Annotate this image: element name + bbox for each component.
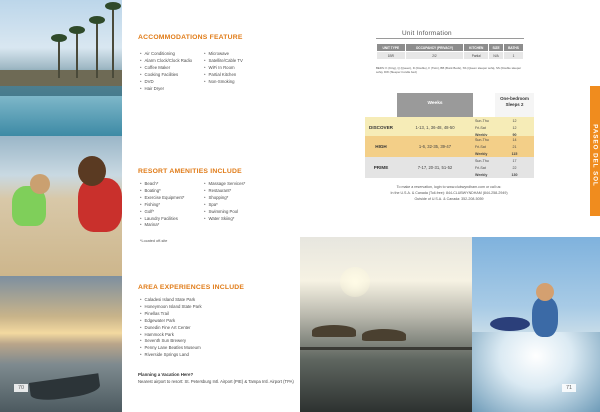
- list-item: • Caladesi Island State Park: [140, 297, 202, 304]
- list-item: • Exercise Equipment*: [140, 195, 184, 202]
- unit-cell-kitchen: Partial: [464, 52, 489, 60]
- beds-legend: BEDS: K (King), Q (Queen), D (Double), F (Twin), BB (Bunk Beds), SS (Queen sleeper sofa), SS (Double sleeper sofa), DW (Sleeper trundle bed): [376, 66, 522, 74]
- amenities-list-left: [140, 181, 184, 229]
- list-item: • Boating*: [140, 188, 184, 195]
- list-item: • Golf*: [140, 209, 184, 216]
- reservation-line-1: To make a reservation, login to www.clubwyndham.com or call us:: [396, 185, 502, 189]
- season-high-points: [495, 136, 534, 157]
- unit-header-baths: BATHS: [503, 44, 523, 52]
- season-prime: PRIME: [365, 157, 397, 178]
- season-discover-periods: [473, 117, 495, 138]
- season-prime-weeks: 7-17, 20-31, 51-52: [397, 157, 473, 178]
- list-item: • Beach*: [140, 181, 184, 188]
- period-label: Fri-Sat: [475, 144, 486, 149]
- reservation-line-3: Outside of U.S.A. & Canada: 352-208-5059: [414, 197, 484, 201]
- unit-cell-type: 1BR: [377, 52, 406, 60]
- list-item: • Fishing*: [140, 202, 184, 209]
- pool-palms-photo: [0, 0, 122, 136]
- list-item: • Penny Lane Beatles Museum: [140, 345, 202, 352]
- list-item: • Hammock Park: [140, 332, 202, 339]
- unit-information-table: [376, 43, 524, 60]
- weeks-header: Weeks: [427, 101, 443, 106]
- resort-amenities-title: RESORT AMENITIES INCLUDE: [138, 168, 242, 175]
- list-item: • DVD: [140, 79, 192, 86]
- points-value: 12: [512, 118, 517, 123]
- list-item: • Honeymoon Island State Park: [140, 304, 202, 311]
- season-high-weeks: 1-6, 32-35, 39-47: [397, 136, 473, 157]
- list-item: • Restaurant*: [204, 188, 245, 195]
- list-item: • Shopping*: [204, 195, 245, 202]
- reservation-line-2: In the U.S.A. & Canada (Toll-free): 844-CLUBWYNDHAM (844-258-2949): [390, 191, 508, 195]
- list-item: • Coffee Maker: [140, 65, 192, 72]
- accommodations-title: ACCOMMODATIONS FEATURE: [138, 34, 243, 41]
- points-value: 115: [511, 151, 518, 156]
- planning-text: Nearest airport to resort: St. Petersburg Intl. Airport (PIE) & Tampa Intl. Airport (TPA): [138, 379, 294, 384]
- period-label: Fri-Sat: [475, 165, 486, 170]
- season-discover: DISCOVER: [365, 117, 397, 138]
- list-item: • Satellite/Cable TV: [204, 58, 243, 65]
- list-item: • Non-Smoking: [204, 79, 243, 86]
- planning-title: Planning a Vacation Here?: [138, 372, 194, 377]
- unit-title-divider: [376, 38, 524, 39]
- points-value: 21: [512, 144, 517, 149]
- unit-header-kitchen: KITCHEN: [464, 44, 489, 52]
- list-item: • Laundry Facilities: [140, 216, 184, 223]
- unit-header-size: SIZE: [489, 44, 504, 52]
- list-item: • Cooking Facilities: [140, 72, 192, 79]
- reservation-info: [360, 184, 538, 202]
- page-number-right: 71: [562, 384, 576, 392]
- list-item: • Pinellas Trail: [140, 311, 202, 318]
- sleeps-header-unit: One-bedroom: [500, 96, 529, 101]
- period-label: Weekly: [475, 132, 488, 137]
- unit-cell-size: N/A: [489, 52, 504, 60]
- unit-cell-occupancy: 2/2: [405, 52, 464, 60]
- list-item: • Microwave: [204, 51, 243, 58]
- child-splashing-photo: [472, 237, 600, 412]
- points-value: 22: [512, 165, 517, 170]
- period-label: Sun-Thu: [475, 158, 489, 163]
- list-item: • Massage Services*: [204, 181, 245, 188]
- page-number-left: 70: [14, 384, 28, 392]
- sleeps-header-capacity: Sleeps 2: [505, 102, 524, 107]
- period-label: Sun-Thu: [475, 118, 489, 123]
- pier-sunset-photo: [300, 237, 472, 412]
- list-item: • Air Conditioning: [140, 51, 192, 58]
- period-label: Sun-Thu: [475, 137, 489, 142]
- points-value: 90: [512, 132, 517, 137]
- sleeps-header: [495, 96, 534, 108]
- list-item: • Water Skiing*: [204, 216, 245, 223]
- period-label: Weekly: [475, 151, 488, 156]
- points-value: 17: [512, 158, 517, 163]
- accommodations-list-right: [204, 51, 243, 86]
- season-discover-weeks: 1-13, 1, 36-48, 48-50: [397, 117, 473, 138]
- list-item: • Seventh Sun Brewery: [140, 338, 202, 345]
- list-item: • Dunedin Fine Art Center: [140, 325, 202, 332]
- area-experiences-title: AREA EXPERIENCES INCLUDE: [138, 284, 245, 291]
- area-experiences-list: [140, 297, 202, 359]
- points-value: 130: [511, 172, 518, 177]
- unit-information-title: Unit Information: [402, 30, 452, 37]
- list-item: • Spa*: [204, 202, 245, 209]
- list-item: • Partial Kitchen: [204, 72, 243, 79]
- accommodations-list-left: [140, 51, 192, 92]
- amenities-list-right: [204, 181, 245, 222]
- list-item: • Marina*: [140, 222, 184, 229]
- list-item: • Hair Dryer: [140, 86, 192, 93]
- list-item: • Swimming Pool: [204, 209, 245, 216]
- points-value: 14: [512, 137, 517, 142]
- offsite-note: *Located off-site: [140, 239, 168, 243]
- period-label: Weekly: [475, 172, 488, 177]
- list-item: • Riverside Springs Land: [140, 352, 202, 359]
- season-high-periods: [473, 136, 495, 157]
- unit-header-occupancy: OCCUPANCY (PRIVACY): [405, 44, 464, 52]
- season-prime-periods: [473, 157, 495, 178]
- unit-cell-baths: 1: [503, 52, 523, 60]
- list-item: • Alarm Clock/Clock Radio: [140, 58, 192, 65]
- period-label: Fri-Sat: [475, 125, 486, 130]
- list-item: • WiFi In Room: [204, 65, 243, 72]
- season-discover-points: [495, 117, 534, 138]
- season-high: HIGH: [365, 136, 397, 157]
- points-value: 12: [512, 125, 517, 130]
- season-prime-points: [495, 157, 534, 178]
- resort-name-vertical: PASEO DEL SOL: [591, 124, 599, 187]
- unit-header-type: UNIT TYPE: [377, 44, 406, 52]
- kids-on-beach-photo: [0, 136, 122, 276]
- list-item: • Edgewater Park: [140, 318, 202, 325]
